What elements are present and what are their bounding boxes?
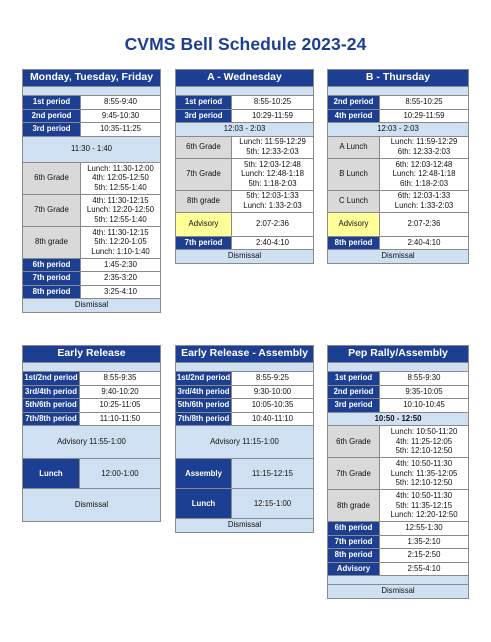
table-row: [176, 236, 314, 250]
period-time: 10:25-11:05: [80, 399, 161, 413]
table-row: [328, 372, 469, 386]
span-cell: 12:03 - 2:03: [328, 123, 469, 137]
spacer-cell: [328, 87, 469, 96]
lunch-group-label: 6th Grade: [176, 136, 232, 158]
period-time: 12:55-1:30: [380, 522, 469, 536]
advisory-label: Advisory: [176, 212, 232, 236]
lunch-group-label: B Lunch: [328, 158, 380, 190]
period-time: 9:30-10:00: [232, 385, 314, 399]
lunch-time-line: Lunch: 1:33-2:03: [394, 201, 454, 210]
table-row: [23, 459, 161, 489]
lunch-time-line: Lunch: 10:50-11:20: [390, 427, 458, 437]
period-label: 7th period: [176, 236, 232, 250]
table-title: A - Wednesday: [176, 70, 314, 87]
period-label: 1st period: [23, 96, 81, 110]
lunch-time-line: 5th: 12:55-1:40: [94, 214, 147, 224]
table-title: Early Release - Assembly: [176, 346, 314, 363]
table-header-row: [176, 70, 314, 87]
table-row: [176, 519, 314, 533]
table-row: [328, 576, 469, 585]
block-time: 12:00-1:00: [80, 459, 161, 489]
lunch-times: [380, 426, 469, 458]
table-row: [328, 549, 469, 563]
table-mon-tue-fri: [22, 69, 161, 313]
table-row: [328, 158, 469, 190]
span-cell: 10:50 - 12:50: [328, 412, 469, 426]
period-label: 7th/8th period: [176, 412, 232, 426]
table-row: [23, 226, 161, 258]
advisory-label: Advisory: [328, 212, 380, 236]
table-row: [328, 236, 469, 250]
period-label: 2nd period: [328, 385, 380, 399]
lunch-group-label: 7th Grade: [328, 458, 380, 490]
table-b-thursday: [327, 69, 469, 264]
table-row: [23, 489, 161, 522]
table-row: [328, 585, 469, 599]
period-label: 6th period: [23, 258, 81, 272]
period-time: 3:25-4:10: [81, 285, 161, 299]
period-label: 1st/2nd period: [23, 372, 80, 386]
table-header-row: [23, 346, 161, 363]
page-title: CVMS Bell Schedule 2023-24: [124, 34, 367, 54]
lunch-time-line: 4th: 11:25-12:05: [395, 436, 453, 446]
period-time: 8:55-10:25: [232, 96, 314, 110]
period-time: 9:45-10:30: [81, 109, 161, 123]
period-label: 8th period: [328, 549, 380, 563]
table-row: [23, 258, 161, 272]
lunch-time-line: Lunch: 12:20-12:50: [390, 510, 458, 520]
lunch-time-line: 5th: 12:03-12:48: [244, 159, 301, 169]
period-label: 3rd period: [328, 399, 380, 413]
lunch-time-line: 5th: 11:35-12:15: [395, 500, 453, 510]
lunch-time-line: Lunch: 1:10-1:40: [91, 246, 150, 256]
advisory-time: 2:07-2:36: [232, 212, 314, 236]
period-label: 3rd/4th period: [23, 385, 80, 399]
lunch-times: [232, 136, 314, 158]
lunch-time-line: 5th: 12:10-12:50: [395, 446, 453, 456]
span-cell: Dismissal: [328, 585, 469, 599]
period-time: 10:10-10:45: [380, 399, 469, 413]
table-row: [23, 123, 161, 137]
table-row: [328, 87, 469, 96]
table-row: [328, 250, 469, 264]
period-time: 8:55-10:25: [380, 96, 469, 110]
lunch-time-line: 5th: 12:10-12:50: [395, 478, 453, 488]
lunch-time-line: 5th: 12:20-1:05: [94, 237, 147, 247]
table-row: [328, 385, 469, 399]
block-label: Lunch: [176, 489, 232, 519]
table-row: [23, 87, 161, 96]
period-time: 1:35-2:10: [380, 535, 469, 549]
lunch-time-line: 4th: 11:30-12:15: [92, 227, 149, 237]
span-cell: 12:03 - 2:03: [176, 123, 314, 137]
lunch-times: [81, 162, 161, 194]
table-row: [328, 123, 469, 137]
lunch-time-line: 5th: 12:03-1:33: [246, 191, 299, 201]
lunch-times: [232, 190, 314, 212]
table-row: [176, 136, 314, 158]
table-row: [23, 272, 161, 286]
lunch-times: [380, 158, 469, 190]
table-row: [176, 412, 314, 426]
lunch-times: [380, 458, 469, 490]
period-time: 2:15-2:50: [380, 549, 469, 563]
period-label: 7th/8th period: [23, 412, 80, 426]
lunch-group-label: A Lunch: [328, 136, 380, 158]
table-row: [328, 562, 469, 576]
lunch-group-label: 7th Grade: [176, 158, 232, 190]
table-row: [176, 109, 314, 123]
period-time: 8:55-9:25: [232, 372, 314, 386]
table-row: [328, 458, 469, 490]
lunch-time-line: 4th: 12:05-12:50: [92, 173, 149, 183]
table-title: Monday, Tuesday, Friday: [23, 70, 161, 87]
table-row: [176, 96, 314, 110]
block-label: Lunch: [23, 459, 80, 489]
table-title: B - Thursday: [328, 70, 469, 87]
lunch-time-line: 5th: 1:18-2:03: [248, 178, 297, 188]
lunch-time-line: Lunch: 12:48-1:18: [241, 169, 304, 179]
table-row: [23, 299, 161, 313]
spacer-cell: [23, 363, 161, 372]
lunch-times: [380, 490, 469, 522]
table-row: [328, 522, 469, 536]
spacer-cell: [176, 87, 314, 96]
table-row: [23, 372, 161, 386]
table-row: [328, 212, 469, 236]
table-row: [23, 162, 161, 194]
table-title: Pep Rally/Assembly: [328, 346, 469, 363]
table-early-release-assembly: [175, 345, 314, 533]
table-row: [23, 399, 161, 413]
period-time: 2:35-3:20: [81, 272, 161, 286]
table-row: [328, 399, 469, 413]
period-label: 8th period: [23, 285, 81, 299]
span-cell: Dismissal: [23, 299, 161, 313]
table-row: [23, 363, 161, 372]
period-time: 9:40-10:20: [80, 385, 161, 399]
table-row: [23, 426, 161, 459]
period-label: 1st period: [176, 96, 232, 110]
table-row: [176, 250, 314, 264]
lunch-time-line: Lunch: 11:59-12:29: [390, 137, 458, 147]
period-label: 2nd period: [23, 109, 81, 123]
lunch-time-line: 6th: 12:33-2:03: [397, 147, 451, 156]
period-label: 8th period: [328, 236, 380, 250]
spacer-cell: [328, 363, 469, 372]
advisory-time: 2:07-2:36: [380, 212, 469, 236]
table-row: [176, 363, 314, 372]
table-row: [328, 426, 469, 458]
table-row: [176, 459, 314, 489]
span-cell: 11:30 - 1:40: [23, 136, 161, 162]
period-label: 7th period: [328, 535, 380, 549]
table-row: [176, 190, 314, 212]
table-row: [23, 285, 161, 299]
table-title: Early Release: [23, 346, 161, 363]
span-cell: Dismissal: [176, 519, 314, 533]
table-pep-rally-assembly: [327, 345, 469, 599]
period-time: 2:40-4:10: [232, 236, 314, 250]
lunch-group-label: 8th grade: [23, 226, 81, 258]
lunch-time-line: 6th: 1:18-2:03: [399, 178, 449, 188]
period-time: 10:05-10:35: [232, 399, 314, 413]
period-time: 8:55-9:35: [80, 372, 161, 386]
lunch-time-line: Lunch: 11:35-12:05: [390, 468, 458, 478]
period-time: 10:40-11:10: [232, 412, 314, 426]
period-time: 1:45-2:30: [81, 258, 161, 272]
table-header-row: [328, 70, 469, 87]
table-row: [328, 363, 469, 372]
spacer-cell: [328, 576, 469, 585]
period-label: 3rd/4th period: [176, 385, 232, 399]
table-row: [23, 194, 161, 226]
table-row: [328, 412, 469, 426]
table-a-wednesday: [175, 69, 314, 264]
period-label: 5th/6th period: [23, 399, 80, 413]
table-row: [23, 412, 161, 426]
span-cell: Dismissal: [176, 250, 314, 264]
lunch-times: [380, 136, 469, 158]
period-time: 8:55-9:40: [81, 96, 161, 110]
lunch-group-label: 6th Grade: [328, 426, 380, 458]
lunch-group-label: 8th grade: [176, 190, 232, 212]
period-time: 2:40-4:10: [380, 236, 469, 250]
period-time: 10:35-11:25: [81, 123, 161, 137]
table-row: [328, 490, 469, 522]
period-time: 8:55-9:30: [380, 372, 469, 386]
span-cell: Dismissal: [328, 250, 469, 264]
table-row: [23, 385, 161, 399]
period-label: 3rd period: [176, 109, 232, 123]
lunch-times: [380, 190, 469, 212]
lunch-time-line: Lunch: 11:30-12:00: [87, 163, 154, 173]
period-label: 4th period: [328, 109, 380, 123]
lunch-times: [81, 194, 161, 226]
lunch-time-line: 4th: 10:50-11:30: [395, 491, 453, 501]
period-label: Advisory: [328, 562, 380, 576]
period-time: 11:10-11:50: [80, 412, 161, 426]
period-label: 1st/2nd period: [176, 372, 232, 386]
table-row: [328, 190, 469, 212]
table-row: [176, 123, 314, 137]
table-row: [176, 87, 314, 96]
span-cell: Dismissal: [23, 489, 161, 522]
lunch-time-line: Lunch: 1:33-2:03: [243, 201, 302, 210]
block-time: 11:15-12:15: [232, 459, 314, 489]
period-time: 10:29-11:59: [232, 109, 314, 123]
period-label: 5th/6th period: [176, 399, 232, 413]
table-row: [176, 372, 314, 386]
lunch-time-line: Lunch: 11:59-12:29: [239, 137, 306, 147]
table-row: [328, 109, 469, 123]
table-row: [328, 535, 469, 549]
table-row: [176, 158, 314, 190]
lunch-times: [232, 158, 314, 190]
span-cell: Advisory 11:15-1:00: [176, 426, 314, 459]
lunch-time-line: 6th: 12:03-1:33: [397, 191, 451, 201]
table-row: [176, 399, 314, 413]
table-row: [23, 109, 161, 123]
period-time: 10:29-11:59: [380, 109, 469, 123]
lunch-time-line: 5th: 12:55-1:40: [94, 182, 147, 192]
period-label: 3rd period: [23, 123, 81, 137]
period-label: 1st period: [328, 372, 380, 386]
table-row: [23, 136, 161, 162]
lunch-time-line: Lunch: 12:48-1:18: [392, 169, 456, 179]
lunch-group-label: 7th Grade: [23, 194, 81, 226]
table-row: [176, 212, 314, 236]
table-row: [23, 96, 161, 110]
lunch-group-label: 6th Grade: [23, 162, 81, 194]
period-label: 7th period: [23, 272, 81, 286]
lunch-time-line: 4th: 11:30-12:15: [92, 195, 149, 205]
lunch-time-line: 4th: 10:50-11:30: [395, 459, 453, 469]
period-time: 9:35-10:05: [380, 385, 469, 399]
lunch-group-label: 8th grade: [328, 490, 380, 522]
table-row: [328, 96, 469, 110]
spacer-cell: [176, 363, 314, 372]
period-time: 2:55-4:10: [380, 562, 469, 576]
table-header-row: [328, 346, 469, 363]
table-row: [176, 385, 314, 399]
span-cell: Advisory 11:55-1:00: [23, 426, 161, 459]
table-header-row: [23, 70, 161, 87]
table-early-release: [22, 345, 161, 522]
lunch-times: [81, 226, 161, 258]
lunch-time-line: 6th: 12:03-12:48: [395, 159, 453, 169]
block-label: Assembly: [176, 459, 232, 489]
table-header-row: [176, 346, 314, 363]
table-row: [328, 136, 469, 158]
table-row: [176, 489, 314, 519]
lunch-time-line: Lunch: 12:20-12:50: [86, 205, 155, 215]
period-label: 6th period: [328, 522, 380, 536]
block-time: 12:15-1:00: [232, 489, 314, 519]
spacer-cell: [23, 87, 161, 96]
lunch-group-label: C Lunch: [328, 190, 380, 212]
period-label: 2nd period: [328, 96, 380, 110]
table-row: [176, 426, 314, 459]
lunch-time-line: 5th: 12:33-2:03: [246, 147, 299, 156]
